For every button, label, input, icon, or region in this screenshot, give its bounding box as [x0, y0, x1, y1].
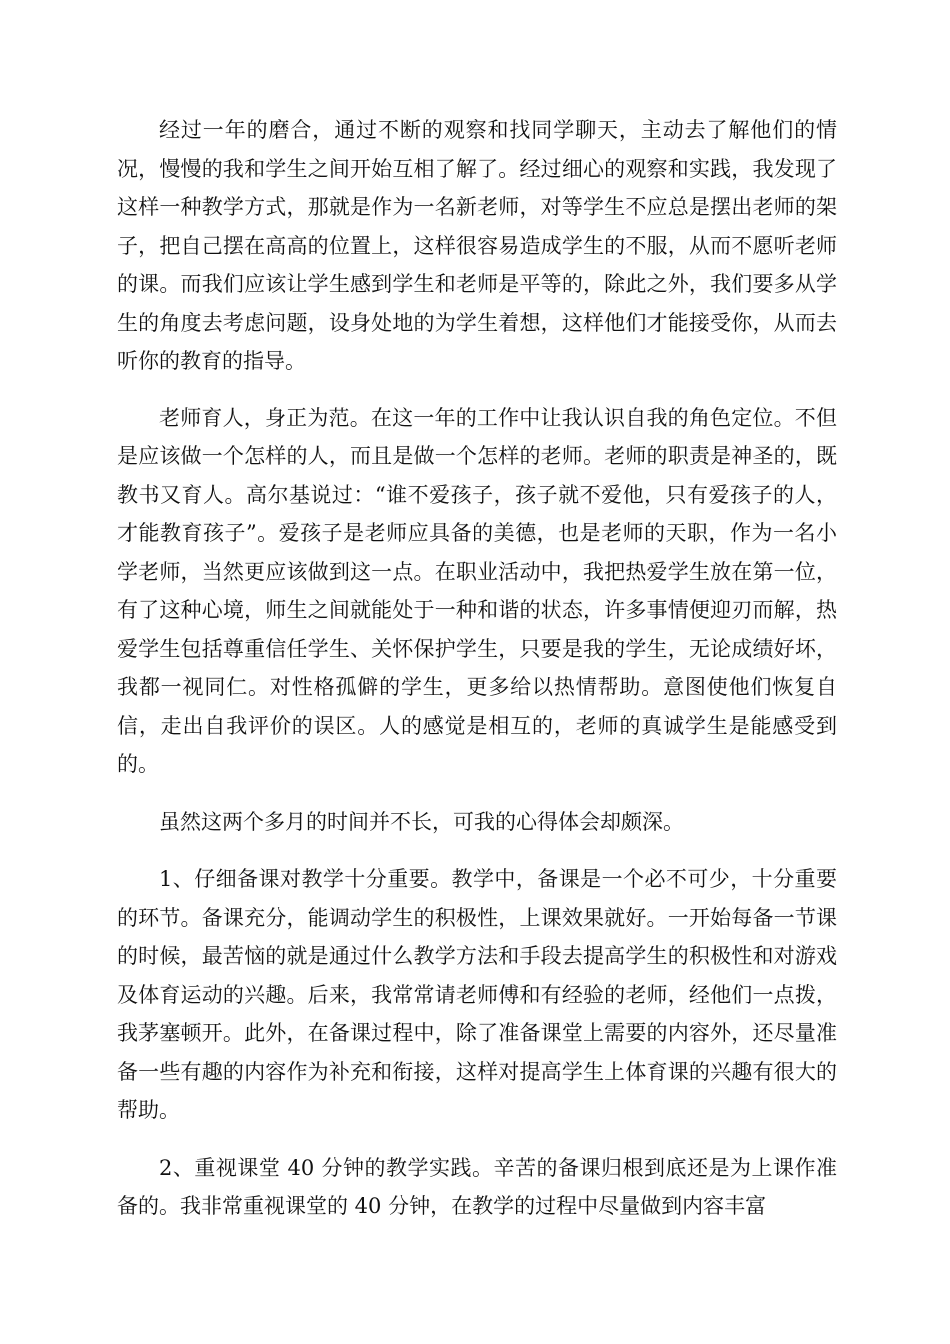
document-body — [117, 111, 837, 1226]
paragraph-teacher-role: 老师育人，身正为范。在这一年的工作中让我认识自我的角色定位。不但是应该做一个怎样的人，而且是做一个怎样的老师。老师的职责是神圣的，既教书又育人。高尔基说过：“谁不爱孩子，孩子就不爱他，只有爱孩子的人，才能教育孩子”。爱孩子是老师应具备的美德，也是老师的天职，作为一名小学老师，当然更应该做到这一点。在职业活动中，我把热爱学生放在第一位，有了这种心境，师生之间就能处于一种和谐的状态，许多事情便迎刃而解，热爱学生包括尊重信任学生、关怀保护学生，只要是我的学生，无论成绩好坏，我都一视同仁。对性格孤僻的学生，更多给以热情帮助。意图使他们恢复自信，走出自我评价的误区。人的感觉是相互的，老师的真诚学生是能感受到的。 — [117, 405, 837, 776]
paragraph-reflection-summary: 虽然这两个多月的时间并不长，可我的心得体会却颇深。 — [159, 809, 684, 834]
paragraph-point-2-classroom-practice: 2、重视课堂 40 分钟的教学实践。辛苦的备课归根到底还是为上课作准备的。我非常重视课堂的 40 分钟，在教学的过程中尽量做到内容丰富 — [117, 1155, 837, 1218]
paragraph-point-1-lesson-preparation: 1、仔细备课对教学十分重要。教学中，备课是一个必不可少，十分重要的环节。备课充分，能调动学生的积极性，上课效果就好。一开始每备一节课的时候，最苦恼的就是通过什么教学方法和手段去提高学生的积极性和对游戏及体育运动的兴趣。后来，我常常请老师傅和有经验的老师，经他们一点拨，我茅塞顿开。此外，在备课过程中，除了准备课堂上需要的内容外，还尽量准备一些有趣的内容作为补充和衔接，这样对提高学生上体育课的兴趣有很大的帮助。 — [117, 867, 837, 1122]
paragraph-teacher-student-relationship: 经过一年的磨合，通过不断的观察和找同学聊天，主动去了解他们的情况，慢慢的我和学生之间开始互相了解了。经过细心的观察和实践，我发现了这样一种教学方式，那就是作为一名新老师，对等学生不应总是摆出老师的架子，把自己摆在高高的位置上，这样很容易造成学生的不服，从而不愿听老师的课。而我们应该让学生感到学生和老师是平等的，除此之外，我们要多从学生的角度去考虑问题，设身处地的为学生着想，这样他们才能接受你，从而去听你的教育的指导。 — [117, 118, 837, 373]
